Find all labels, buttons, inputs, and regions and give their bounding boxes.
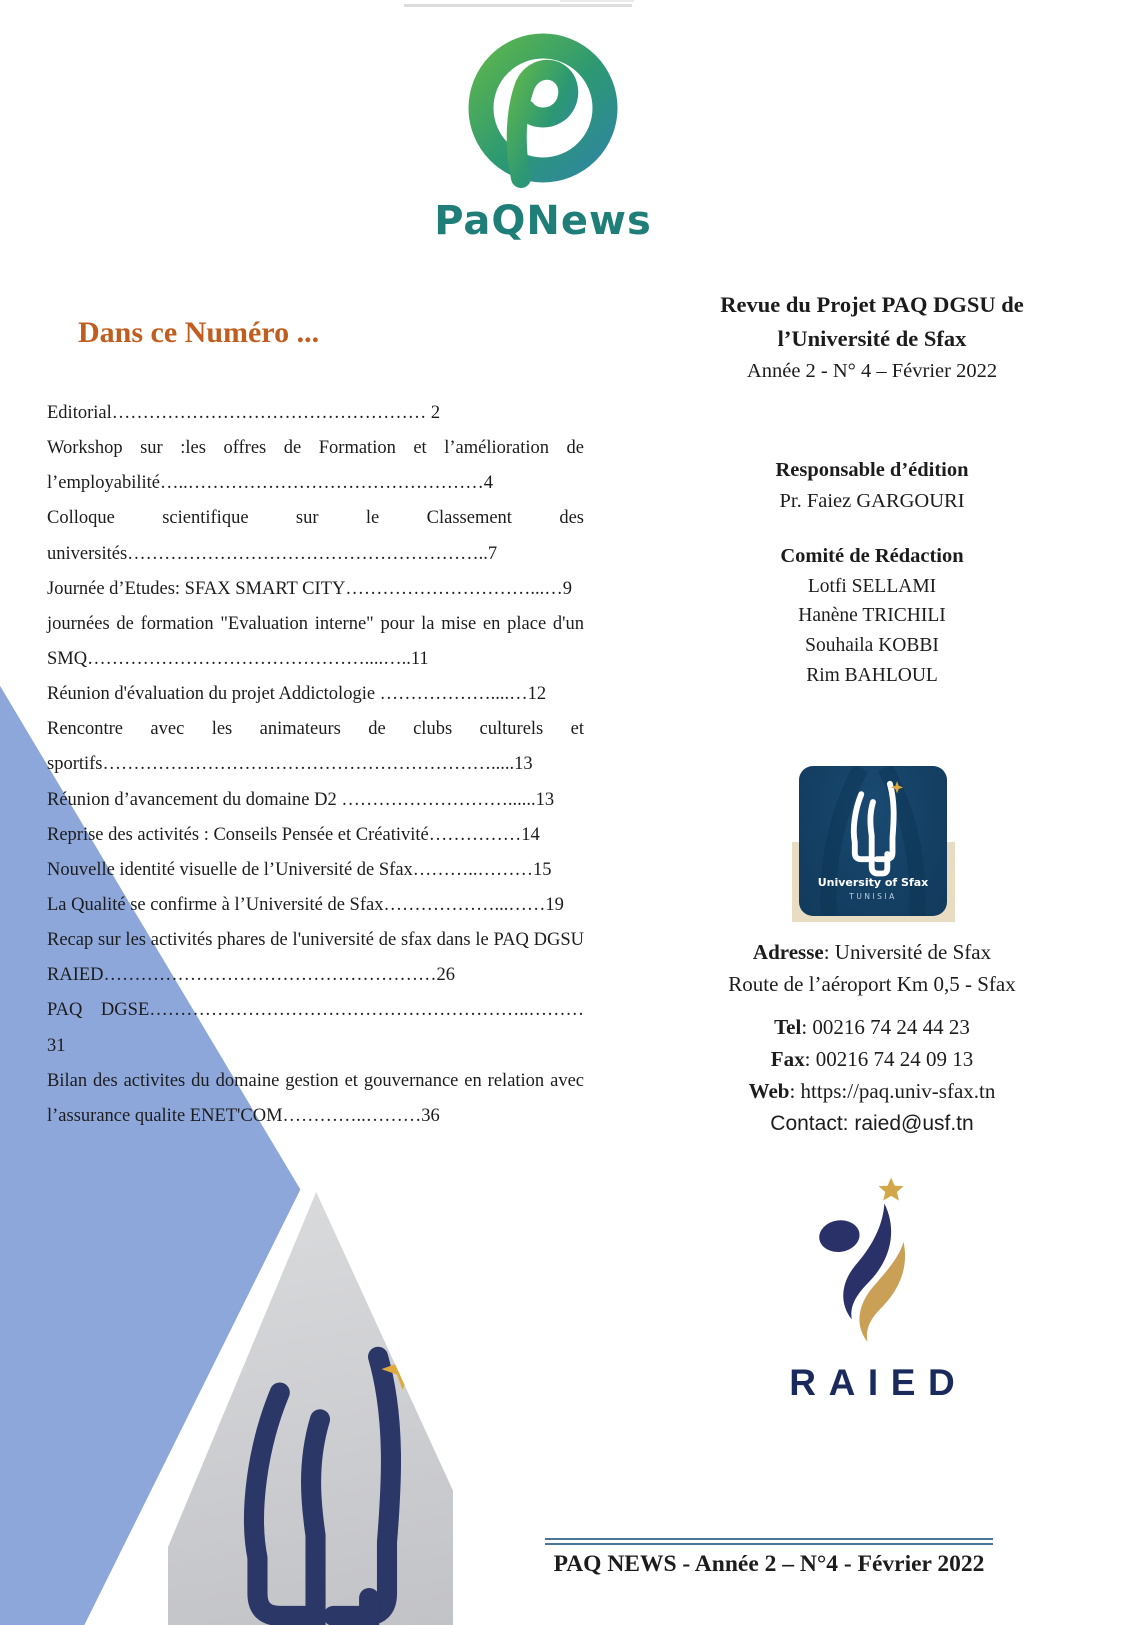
toc-entry: Bilan des activites du domaine gestion et gouvernance en relation avec l’assurance qualite ENET'COM…………..………36 (47, 1070, 584, 1126)
toc-entry: Nouvelle identité visuelle de l’Université de Sfax………..………15 (47, 859, 552, 880)
university-of-sfax-logo (799, 766, 947, 916)
address-block (702, 937, 1042, 1000)
toc-entry: Workshop sur :les offres de Formation et l’amélioration de l’employabilité…..…………………………………………4 (47, 438, 584, 494)
tel-line: Tel: 00216 74 24 44 23 (774, 1015, 970, 1039)
fax-line: Fax: 00216 74 24 09 13 (770, 1046, 974, 1071)
toc-entry: Journée d’Etudes: SFAX SMART CITY…………………………...…9 (47, 578, 572, 599)
masthead (400, 26, 686, 244)
journal-title: Revue du Projet PAQ DGSU de l’Université de Sfax (720, 292, 1024, 351)
toc-entry: Reprise des activités : Conseils Pensée et Créativité……………14 (47, 824, 540, 845)
raied-wordmark: RAIED (789, 1362, 968, 1403)
toc-entry: PAQ DGSE……………………………………………………..………31 (47, 1000, 584, 1056)
footer-text: PAQ NEWS - Année 2 – N°4 - Février 2022 (553, 1551, 985, 1577)
toc-entry: La Qualité se confirme à l’Université de Sfax………………...……19 (47, 894, 564, 915)
fax-label: Fax (770, 1046, 805, 1071)
web-url[interactable]: : https://paq.univ-sfax.tn (789, 1078, 996, 1103)
responsible-name: Pr. Faiez GARGOURI (779, 489, 965, 512)
web-line (702, 1076, 1042, 1108)
committee-member: Souhaila KOBBI (805, 635, 939, 656)
brand-wordmark: PaQNews (434, 198, 652, 244)
toc-entry: Colloque scientifique sur le Classement des universités…………………………………………………..7 (47, 508, 584, 564)
committee-block (702, 541, 1042, 690)
scan-artifact-line (560, 0, 634, 2)
toc-entry: Editorial…………………………………………… 2 (47, 403, 441, 423)
responsible-block (702, 455, 1042, 517)
committee-heading: Comité de Rédaction (780, 545, 964, 567)
issue-line: Année 2 - N° 4 – Février 2022 (746, 360, 998, 382)
university-logo-country: TUNISIA (849, 892, 897, 901)
toc-entry: journées de formation "Evaluation interne" pour la mise en place d'un SMQ………………………………………....…..11 (47, 613, 584, 669)
committee-member: Lotfi SELLAMI (807, 575, 937, 597)
raied-logo-icon (782, 1172, 962, 1352)
contact-block (702, 1012, 1042, 1140)
footer-rule (545, 1538, 993, 1545)
web-label: Web (748, 1078, 790, 1103)
raied-logo (702, 1172, 1042, 1404)
university-of-sfax-emblem-icon (186, 1330, 454, 1625)
toc-entry: Réunion d'évaluation du projet Addictologie ………………....…12 (47, 684, 547, 705)
responsible-heading: Responsable d’édition (775, 459, 969, 481)
scan-artifact-line (404, 4, 632, 7)
committee-member: Hanène TRICHILI (798, 605, 946, 627)
table-of-contents (47, 396, 584, 1134)
toc-entry: Rencontre avec les animateurs de clubs culturels et sportifs……………………………………………………….....13 (47, 719, 584, 775)
paqnews-logo-icon (458, 26, 628, 196)
committee-member: Rim BAHLOUL (806, 664, 938, 686)
university-of-sfax-emblem-icon (834, 776, 912, 880)
toc-entry: Réunion d’avancement du domaine D2 ………………………......13 (47, 789, 555, 810)
contact-email-line[interactable]: Contact: raied@usf.tn (770, 1111, 974, 1135)
toc-entry: Recap sur les activités phares de l'université de sfax dans le PAQ DGSU RAIED………………………………………………26 (47, 930, 584, 986)
university-logo-label: University of Sfax (817, 876, 929, 889)
address-line: Adresse: Université de Sfax (752, 940, 992, 964)
tel-label: Tel (774, 1015, 802, 1039)
toc-heading: Dans ce Numéro ... (78, 316, 320, 349)
address-label: Adresse (752, 940, 824, 964)
address-line2: Route de l’aéroport Km 0,5 - Sfax (728, 971, 1016, 996)
